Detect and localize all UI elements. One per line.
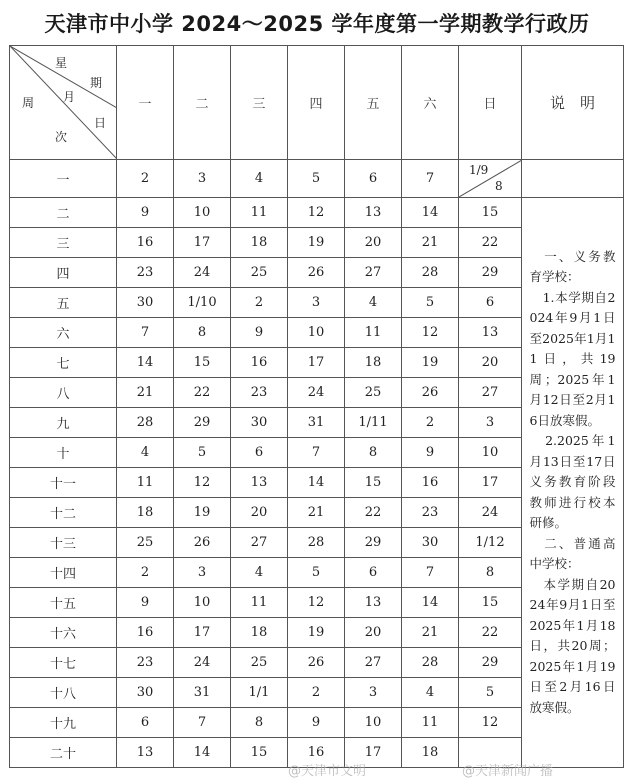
date-cell-fri: 1/11 [345, 408, 402, 438]
date-cell-thu: 21 [288, 498, 345, 528]
date-cell-mon: 25 [117, 528, 174, 558]
date-cell-tue: 1/10 [174, 288, 231, 318]
date-cell-sun: 29 [459, 648, 522, 678]
date-cell-fri: 27 [345, 648, 402, 678]
date-cell-tue: 10 [174, 198, 231, 228]
date-cell-thu: 12 [288, 588, 345, 618]
date-cell-mon: 30 [117, 678, 174, 708]
date-cell-thu: 24 [288, 378, 345, 408]
notes-blank-cell [522, 160, 624, 198]
date-cell-wed: 4 [231, 160, 288, 198]
week-row [10, 160, 624, 198]
date-cell-wed: 4 [231, 558, 288, 588]
date-cell-fri: 11 [345, 318, 402, 348]
date-cell-thu: 16 [288, 738, 345, 768]
week-label: 八 [10, 378, 117, 408]
date-cell-sat: 16 [402, 468, 459, 498]
date-cell-thu: 28 [288, 528, 345, 558]
page-title: 天津市中小学 2024～2025 学年度第一学期教学行政历 [44, 12, 590, 36]
date-cell-fri: 6 [345, 558, 402, 588]
date-cell-mon: 16 [117, 618, 174, 648]
week-label: 十五 [10, 588, 117, 618]
week-label: 十七 [10, 648, 117, 678]
date-cell-sat: 9 [402, 438, 459, 468]
date-cell-fri: 17 [345, 738, 402, 768]
date-cell-fri: 15 [345, 468, 402, 498]
date-cell-wed: 11 [231, 198, 288, 228]
week-label: 十八 [10, 678, 117, 708]
date-cell-wed: 18 [231, 618, 288, 648]
date-cell-sat: 5 [402, 288, 459, 318]
date-cell-sun: 29 [459, 258, 522, 288]
date-cell-thu: 17 [288, 348, 345, 378]
date-cell-tue: 14 [174, 738, 231, 768]
date-cell-thu: 9 [288, 708, 345, 738]
date-cell-sun: 22 [459, 618, 522, 648]
date-cell-fri: 29 [345, 528, 402, 558]
date-cell-thu: 31 [288, 408, 345, 438]
date-cell-sun: 10 [459, 438, 522, 468]
date-cell-tue: 29 [174, 408, 231, 438]
date-cell-thu: 19 [288, 228, 345, 258]
date-cell-first-sunday [459, 160, 522, 198]
week-label: 十一 [10, 468, 117, 498]
week-label: 五 [10, 288, 117, 318]
date-cell-mon: 21 [117, 378, 174, 408]
date-cell-sun: 20 [459, 348, 522, 378]
watermark: @天津市文明 [288, 764, 367, 779]
date-cell-fri: 20 [345, 618, 402, 648]
week-row [10, 198, 624, 228]
header-row [10, 46, 624, 160]
notes-header: 说 明 [522, 46, 624, 160]
date-cell-mon: 7 [117, 318, 174, 348]
date-cell-wed: 8 [231, 708, 288, 738]
date-cell-wed: 23 [231, 378, 288, 408]
date-cell-sun: 1/12 [459, 528, 522, 558]
date-cell-wed: 18 [231, 228, 288, 258]
watermark: @天津新闻广播 [462, 764, 554, 779]
date-cell-thu: 3 [288, 288, 345, 318]
date-cell-wed: 25 [231, 258, 288, 288]
date-cell-fri: 18 [345, 348, 402, 378]
notes-cell [522, 198, 624, 768]
week-label: 十二 [10, 498, 117, 528]
week-label: 十九 [10, 708, 117, 738]
date-cell-tue: 5 [174, 438, 231, 468]
date-cell-tue: 3 [174, 558, 231, 588]
date-cell-sat: 14 [402, 588, 459, 618]
corner-label-ci: 次 [55, 130, 68, 144]
date-cell-fri: 3 [345, 678, 402, 708]
date-cell-tue: 24 [174, 258, 231, 288]
date-cell-fri: 25 [345, 378, 402, 408]
week-label: 十四 [10, 558, 117, 588]
date-cell-sat: 18 [402, 738, 459, 768]
date-cell-sun: 8 [459, 558, 522, 588]
date-cell-wed: 25 [231, 648, 288, 678]
week-label: 二 [10, 198, 117, 228]
date-cell-mon: 2 [117, 558, 174, 588]
corner-label-ri: 日 [94, 116, 107, 130]
date-cell-tue: 15 [174, 348, 231, 378]
date-cell-mon: 23 [117, 258, 174, 288]
corner-header-cell [10, 46, 117, 160]
date-cell-sun: 24 [459, 498, 522, 528]
week-label: 十 [10, 438, 117, 468]
date-cell-tue: 17 [174, 228, 231, 258]
date-cell-mon: 6 [117, 708, 174, 738]
date-cell-sat: 21 [402, 228, 459, 258]
date-cell-wed: 9 [231, 318, 288, 348]
date-cell-tue: 12 [174, 468, 231, 498]
date-cell-sat: 21 [402, 618, 459, 648]
date-cell-mon: 14 [117, 348, 174, 378]
date-cell-thu: 26 [288, 648, 345, 678]
date-cell-mon: 18 [117, 498, 174, 528]
day-header-tue: 二 [174, 46, 231, 160]
day-header-mon: 一 [117, 46, 174, 160]
day-header-thu: 四 [288, 46, 345, 160]
date-cell-sat: 28 [402, 258, 459, 288]
date-cell-wed: 2 [231, 288, 288, 318]
date-cell-thu: 2 [288, 678, 345, 708]
date-cell-mon: 16 [117, 228, 174, 258]
date-cell-tue: 8 [174, 318, 231, 348]
date-cell-mon: 2 [117, 160, 174, 198]
date-cell-sun: 12 [459, 708, 522, 738]
date-cell-thu: 14 [288, 468, 345, 498]
date-cell-sun: 13 [459, 318, 522, 348]
date-cell-fri: 22 [345, 498, 402, 528]
date-cell-mon: 9 [117, 198, 174, 228]
date-cell-wed: 11 [231, 588, 288, 618]
date-cell-fri: 8 [345, 438, 402, 468]
date-cell-sat: 19 [402, 348, 459, 378]
week-label: 四 [10, 258, 117, 288]
date-cell-wed: 27 [231, 528, 288, 558]
date-cell-tue: 26 [174, 528, 231, 558]
date-cell-sat: 30 [402, 528, 459, 558]
date-cell-fri: 27 [345, 258, 402, 288]
date-cell-fri: 20 [345, 228, 402, 258]
date-cell-tue: 19 [174, 498, 231, 528]
corner-label-zhou: 周 [22, 96, 35, 110]
date-cell-sun: 22 [459, 228, 522, 258]
date-cell-wed: 1/1 [231, 678, 288, 708]
day-header-sat: 六 [402, 46, 459, 160]
week-label: 十三 [10, 528, 117, 558]
date-cell-sat: 26 [402, 378, 459, 408]
week-label: 六 [10, 318, 117, 348]
date-cell-sat: 4 [402, 678, 459, 708]
date-cell-fri: 13 [345, 198, 402, 228]
date-cell-thu: 26 [288, 258, 345, 288]
date-cell-tue: 22 [174, 378, 231, 408]
date-cell-mon: 13 [117, 738, 174, 768]
date-cell-sat: 11 [402, 708, 459, 738]
date-cell-sun: 6 [459, 288, 522, 318]
date-cell-mon: 4 [117, 438, 174, 468]
date-cell-tue: 17 [174, 618, 231, 648]
date-cell-sun: 27 [459, 378, 522, 408]
date-cell-sat: 23 [402, 498, 459, 528]
date-cell-sat: 12 [402, 318, 459, 348]
date-cell-thu: 12 [288, 198, 345, 228]
date-cell-fri: 6 [345, 160, 402, 198]
date-cell-sun: 15 [459, 588, 522, 618]
date-cell-sun: 5 [459, 678, 522, 708]
date-cell-thu: 19 [288, 618, 345, 648]
corner-label-xing: 星 [55, 56, 68, 70]
date-cell-wed: 20 [231, 498, 288, 528]
corner-label-yue: 月 [63, 90, 76, 104]
corner-label-qi: 期 [90, 76, 103, 90]
date-cell-wed: 16 [231, 348, 288, 378]
date-value: 8 [495, 179, 503, 193]
date-cell-tue: 3 [174, 160, 231, 198]
week-label: 一 [10, 160, 117, 198]
week-label: 九 [10, 408, 117, 438]
week-label: 三 [10, 228, 117, 258]
date-cell-tue: 10 [174, 588, 231, 618]
date-cell-wed: 30 [231, 408, 288, 438]
date-cell-tue: 7 [174, 708, 231, 738]
day-header-wed: 三 [231, 46, 288, 160]
date-cell-mon: 30 [117, 288, 174, 318]
date-cell-sat: 7 [402, 558, 459, 588]
month-start-label: 1/9 [469, 163, 489, 177]
week-label: 二十 [10, 738, 117, 768]
date-cell-tue: 31 [174, 678, 231, 708]
notes-text: 一、义务教育学校： 1.本学期自2024年9月1日至2025年1月11日，共19周；2025年1月12日至2月16日放寒假。 2.2025年1月13日至17日义务教育阶段教师进行校本研修。 二、普通高中学校： 本学期自2024年9月1日至2025年1月18日，共20周；2025年1月19日至2月16日放寒假。 [529, 248, 616, 715]
week-label: 十六 [10, 618, 117, 648]
date-cell-tue: 24 [174, 648, 231, 678]
date-cell-sun: 15 [459, 198, 522, 228]
date-cell-thu: 5 [288, 160, 345, 198]
date-cell-fri: 10 [345, 708, 402, 738]
date-cell-wed: 15 [231, 738, 288, 768]
date-cell-mon: 23 [117, 648, 174, 678]
calendar-table [9, 45, 624, 768]
week-label: 七 [10, 348, 117, 378]
day-header-sun: 日 [459, 46, 522, 160]
date-cell-mon: 9 [117, 588, 174, 618]
date-cell-mon: 28 [117, 408, 174, 438]
date-cell-fri: 13 [345, 588, 402, 618]
date-cell-sat: 7 [402, 160, 459, 198]
date-cell-mon: 11 [117, 468, 174, 498]
date-cell-sun: 3 [459, 408, 522, 438]
date-cell-thu: 7 [288, 438, 345, 468]
day-header-fri: 五 [345, 46, 402, 160]
date-cell-sat: 14 [402, 198, 459, 228]
date-cell-sun: 17 [459, 468, 522, 498]
date-cell-thu: 5 [288, 558, 345, 588]
date-cell-fri: 4 [345, 288, 402, 318]
date-cell-sat: 28 [402, 648, 459, 678]
date-cell-wed: 13 [231, 468, 288, 498]
date-cell-wed: 6 [231, 438, 288, 468]
date-cell-sat: 2 [402, 408, 459, 438]
date-cell-thu: 10 [288, 318, 345, 348]
